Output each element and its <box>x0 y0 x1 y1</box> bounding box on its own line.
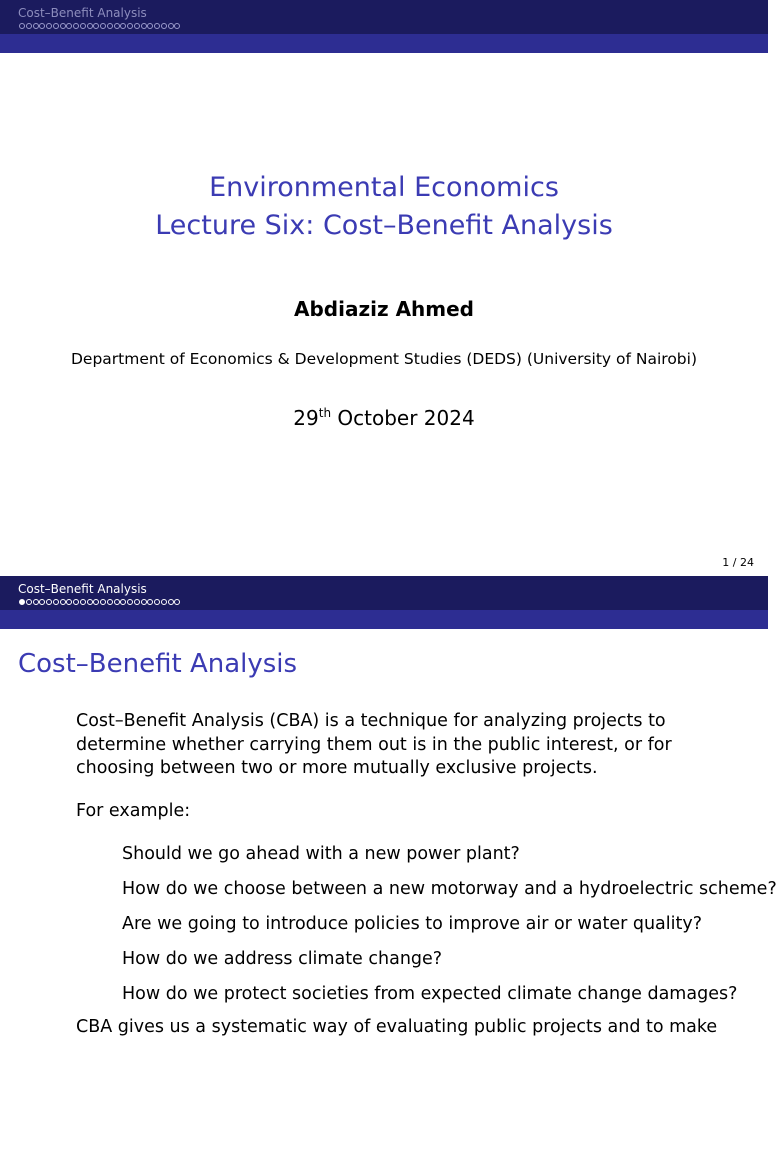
frame-dot[interactable] <box>33 599 39 605</box>
example-item: Should we go ahead with a new power plant? <box>122 844 520 864</box>
frame-dot[interactable] <box>127 23 133 29</box>
cutoff-paragraph: CBA gives us a systematic way of evaluating public projects and to make <box>76 1017 718 1037</box>
date-suffix: th <box>318 406 332 420</box>
frame-dot[interactable] <box>107 23 113 29</box>
frame-dot[interactable] <box>80 599 86 605</box>
frame-dot[interactable] <box>93 23 99 29</box>
frame-navigation-dots[interactable] <box>19 598 181 606</box>
frame-dot[interactable] <box>141 23 147 29</box>
frame-dot[interactable] <box>154 599 160 605</box>
frame-dot[interactable] <box>127 599 133 605</box>
frame-dot[interactable] <box>107 599 113 605</box>
frame-dot[interactable] <box>154 23 160 29</box>
frame-dot[interactable] <box>87 23 93 29</box>
frame-navigation-dots[interactable] <box>19 22 181 30</box>
author-name: Abdiaziz Ahmed <box>294 297 474 321</box>
frame-dot[interactable] <box>66 23 72 29</box>
example-item: How do we choose between a new motorway and a hydroelectric scheme? <box>122 879 777 899</box>
frame-dot[interactable] <box>73 599 79 605</box>
frame-dot[interactable] <box>53 23 59 29</box>
frame-dot[interactable] <box>46 23 52 29</box>
date-month-year: October 2024 <box>331 406 475 430</box>
frame-dot[interactable] <box>60 599 66 605</box>
frame-dot[interactable] <box>134 23 140 29</box>
frame-dot[interactable] <box>26 599 32 605</box>
frame-dot[interactable] <box>174 599 180 605</box>
header-short-title[interactable]: Cost–Benefit Analysis <box>18 582 147 596</box>
frame-dot[interactable] <box>134 599 140 605</box>
frame-dot[interactable] <box>19 599 25 605</box>
page-number: 1 / 24 <box>722 556 754 569</box>
frame-dot[interactable] <box>39 599 45 605</box>
example-item: Are we going to introduce policies to improve air or water quality? <box>122 914 703 934</box>
frame-dot[interactable] <box>161 599 167 605</box>
institute: Department of Economics & Development Studies (DEDS) (University of Nairobi) <box>71 350 697 368</box>
frame-dot[interactable] <box>114 23 120 29</box>
frame-dot[interactable] <box>161 23 167 29</box>
frame-dot[interactable] <box>80 23 86 29</box>
presentation-subtitle: Lecture Six: Cost–Benefit Analysis <box>155 210 613 241</box>
frame-dot[interactable] <box>120 23 126 29</box>
frame-dot[interactable] <box>174 23 180 29</box>
content-slide <box>0 576 777 1152</box>
frame-dot[interactable] <box>120 599 126 605</box>
title-slide <box>0 0 768 576</box>
frame-dot[interactable] <box>33 23 39 29</box>
frame-dot[interactable] <box>60 23 66 29</box>
example-item: How do we address climate change? <box>122 949 443 969</box>
presentation-title: Environmental Economics <box>209 172 559 203</box>
frame-dot[interactable] <box>73 23 79 29</box>
frame-dot[interactable] <box>168 599 174 605</box>
presentation-date <box>0 404 768 432</box>
frame-dot[interactable] <box>100 23 106 29</box>
frame-dot[interactable] <box>114 599 120 605</box>
frame-dot[interactable] <box>141 599 147 605</box>
frame-dot[interactable] <box>46 599 52 605</box>
frame-dot[interactable] <box>147 23 153 29</box>
frame-dot[interactable] <box>19 23 25 29</box>
frame-dot[interactable] <box>39 23 45 29</box>
frame-dot[interactable] <box>100 599 106 605</box>
frame-dot[interactable] <box>53 599 59 605</box>
frame-dot[interactable] <box>26 23 32 29</box>
date-day: 29 <box>293 406 319 430</box>
frame-dot[interactable] <box>93 599 99 605</box>
frame-dot[interactable] <box>66 599 72 605</box>
intro-paragraph: Cost–Benefit Analysis (CBA) is a technique for analyzing projects to determine whether carrying them out is in the public interest, or for choosing between two or more mutually exclusive projects. <box>76 711 672 778</box>
frame-dot[interactable] <box>87 599 93 605</box>
frame-dot[interactable] <box>168 23 174 29</box>
header-subbar <box>0 610 768 629</box>
example-label: For example: <box>76 801 191 821</box>
frame-dot[interactable] <box>147 599 153 605</box>
example-item: How do we protect societies from expected climate change damages? <box>122 984 738 1004</box>
frame-title: Cost–Benefit Analysis <box>18 649 298 679</box>
header-subbar <box>0 34 768 53</box>
header-short-title[interactable]: Cost–Benefit Analysis <box>18 6 147 20</box>
